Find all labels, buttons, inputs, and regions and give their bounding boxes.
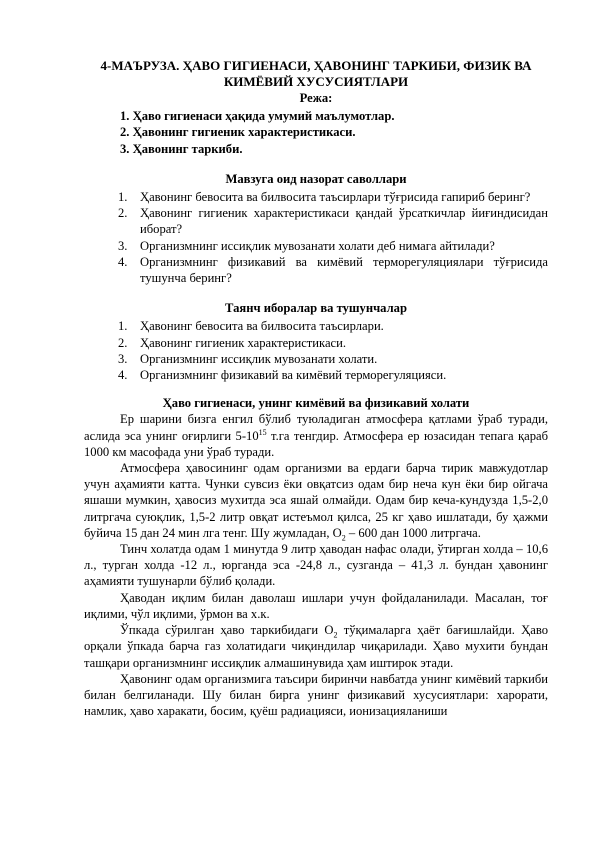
list-item xyxy=(84,351,548,367)
subscript: 2 xyxy=(333,630,338,640)
lecture-title: 4-МАЪРУЗА. ҲАВО ГИГИЕНАСИ, ҲАВОНИНГ ТАРКИБИ, ФИЗИК ВА КИМЁВИЙ ХУСУСИЯТЛАРИ xyxy=(100,58,532,89)
paragraph: Ҳаводан иқлим билан даволаш ишлари учун фойдаланилади. Масалан, тоғ иқлими, чўл иқлими, ўрмон ва х.к. xyxy=(84,590,548,621)
list-item xyxy=(84,205,548,237)
list-item xyxy=(84,367,548,383)
paragraph-text: Ер шарини бизга енгил бўлиб туюладиган атмосфера қатлами ўраб туради, аслида эса унинг оғирлиги 5-10 xyxy=(84,412,548,443)
plan-item: 1. Ҳаво гигиенаси ҳақида умумий маълумотлар. xyxy=(120,109,395,124)
paragraph: Тинч холатда одам 1 минутда 9 литр ҳаводан нафас олади, ўтирган холда – 10,6 л., турган холда -12 л., юрганда эса -24,8 л., сузганда – 41,3 л. бундан ҳавонинг аҳамияти тушунарли бўлиб қолади. xyxy=(84,542,548,589)
plan-item: 3. Ҳавонинг таркиби. xyxy=(120,141,243,156)
paragraph-text: Ўпкада сўрилган ҳаво таркибидаги О xyxy=(120,623,334,638)
item-number: 2. xyxy=(118,335,128,350)
item-number: 1. xyxy=(118,190,128,205)
item-number: 4. xyxy=(118,368,128,383)
list-item xyxy=(84,318,548,334)
paragraph-text: – 600 дан 1000 литргача. xyxy=(345,525,481,540)
item-number: 4. xyxy=(118,254,128,269)
item-text: Ҳавонинг гигиеник характеристикаси. xyxy=(140,335,347,350)
list-item xyxy=(84,238,548,254)
paragraph xyxy=(84,411,548,460)
key-terms-heading: Таянч иборалар ва тушунчалар xyxy=(225,301,407,316)
item-number: 1. xyxy=(118,319,128,334)
paragraph xyxy=(84,622,548,671)
paragraph-text: тўқималарга ҳаёт бағишлайди. Ҳаво орқали ўпкада барча газ холатидаги чиқиндилар чиқарилади. Ҳаво мухити бундан ташқари организмнинг иссиқлик алмашинувида ҳам иштирок этади. xyxy=(84,623,548,670)
paragraph-text: Атмосфера ҳавосининг одам организми ва ердаги барча тирик мавжудотлар учун аҳамияти катта. Чунки сувсиз ёки овқатсиз одам бир неча кун ёки бир ойгача яшаши мумкин, ҳавосиз мухитда эса яшай олмайди. Одам бир кеча-кундузда 1,5-2,0 литргача суюқлик, 1,5-2 литр овқат истеъмол қилса, 25 кг ҳаво ишлатади, бу ҳажми буйича 15 дан 24 мин лга тенг. Шу жумладан, О xyxy=(84,461,548,540)
item-text: Ҳавонинг бевосита ва билвосита таъсирлари. xyxy=(140,319,384,334)
paragraph xyxy=(84,460,548,541)
item-text: Ҳавонинг бевосита ва билвосита таъсирлари тўғрисида гапириб беринг? xyxy=(140,190,531,205)
list-item xyxy=(84,254,548,286)
superscript: 15 xyxy=(258,427,267,437)
paragraph-text: т.га тенгдир. Атмосфера ер юзасидан тепага қараб 1000 км масофада уни ўраб туради. xyxy=(84,428,549,459)
main-section-heading: Ҳаво гигиенаси, унинг кимёвий ва физикавий холати xyxy=(162,396,470,411)
subscript: 2 xyxy=(341,533,346,543)
plan-list xyxy=(120,108,548,157)
item-text: Организмнинг физикавий ва кимёвий терморегуляцияси. xyxy=(140,368,447,383)
item-number: 3. xyxy=(118,351,128,366)
list-item xyxy=(84,335,548,351)
item-number: 2. xyxy=(118,206,128,221)
paragraph: Ҳавонинг одам организмига таъсири биринчи навбатда унинг кимёвий таркиби билан белгиланади. Шу билан бирга унинг физикавий хусусиятлари: харорати, намлик, ҳаво харакати, босим, қуёш радиацияси, ионизацияланиши xyxy=(84,671,548,719)
list-item xyxy=(84,189,548,205)
plan-heading: Режа: xyxy=(299,91,333,105)
item-text: Организмнинг иссиқлик мувозанати холати. xyxy=(140,351,378,366)
item-text: Организмнинг иссиқлик мувозанати холати деб нимага айтилади? xyxy=(140,238,495,253)
item-text: Организмнинг физикавий ва кимёвий терморегуляциялари тўғрисида тушунча беринг? xyxy=(140,254,548,286)
item-number: 3. xyxy=(118,238,128,253)
control-questions-heading: Мавзуга оид назорат саволлари xyxy=(225,171,407,186)
plan-item: 2. Ҳавонинг гигиеник характеристикаси. xyxy=(120,125,356,140)
item-text: Ҳавонинг гигиеник характеристикаси қандай ўрсаткичлар йиғиндисидан иборат? xyxy=(140,206,548,237)
control-questions-list xyxy=(84,189,548,286)
key-terms-list xyxy=(84,318,548,383)
